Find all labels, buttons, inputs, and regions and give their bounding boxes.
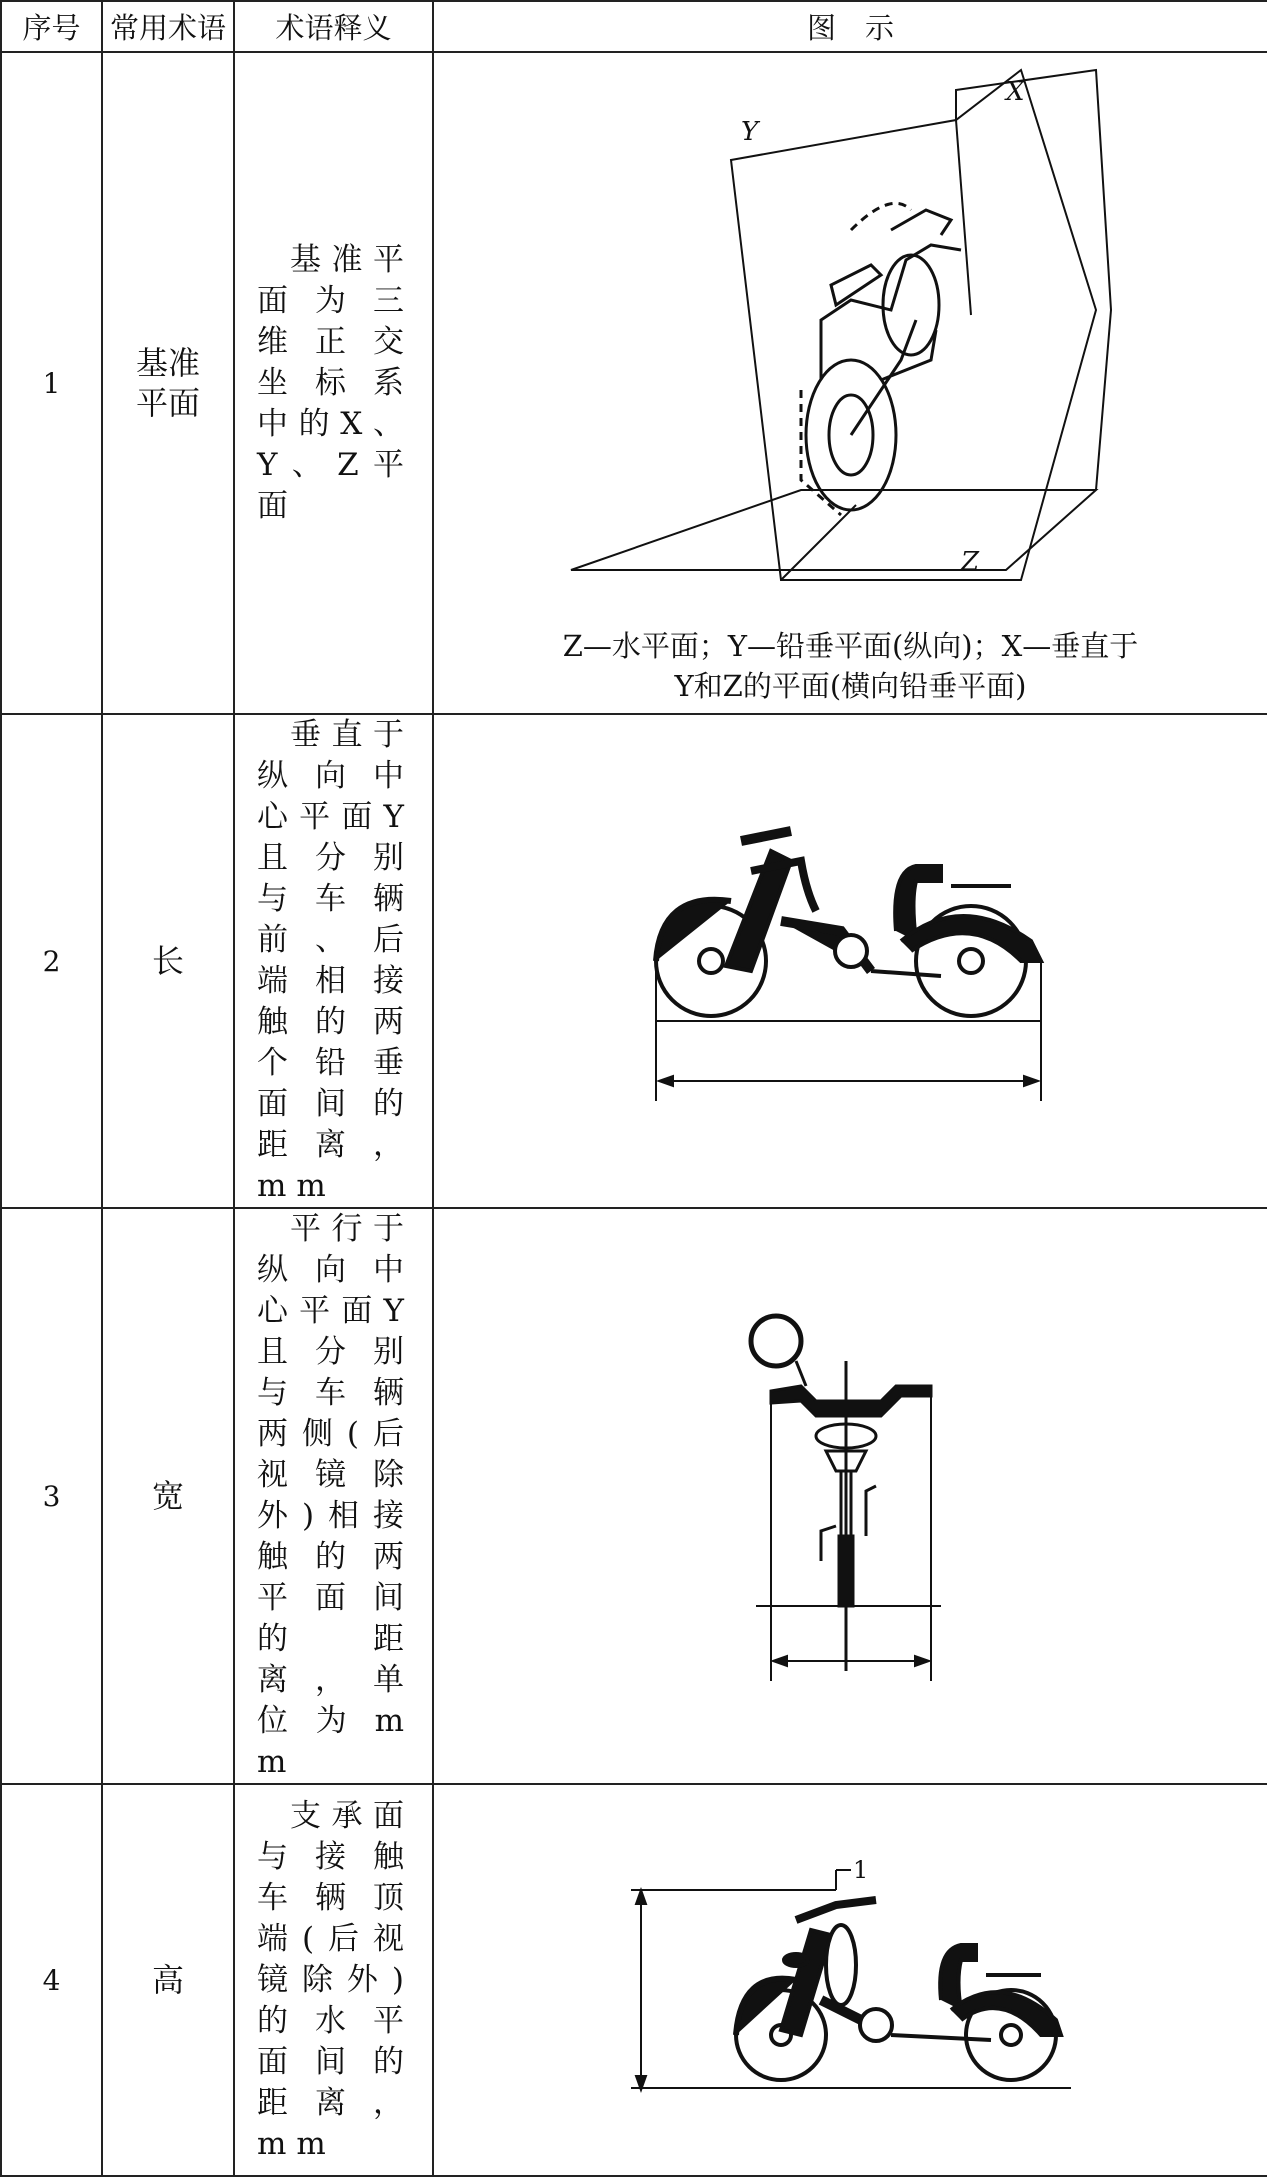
term-line: 基准: [135, 344, 200, 382]
row-figure: [433, 1208, 1267, 1784]
definition-text: 支承面与接触车辆顶端(后视镜除外)的水平面间的距离，mm: [257, 1797, 414, 2162]
z-axis-label: Z: [960, 547, 979, 577]
caption-line: Y和Z的平面(横向铅垂平面): [674, 669, 1027, 703]
row-term: 高: [102, 1784, 234, 2176]
row-figure: [433, 1784, 1267, 2176]
figure-caption: [434, 626, 1267, 706]
table-row: [1, 714, 1267, 1208]
row-number: 1: [1, 52, 102, 714]
row-term: 宽: [102, 1208, 234, 1784]
table-header-row: [1, 1, 1267, 52]
y-axis-label: Y: [740, 117, 758, 147]
row-term: [102, 52, 234, 714]
row-number: 4: [1, 1784, 102, 2176]
length-figure: [641, 811, 1061, 1111]
header-num: 序号: [1, 1, 102, 52]
definition-text: 基准平面为三维正交坐标系中的X、Y、Z平面: [257, 241, 414, 524]
row-term: 长: [102, 714, 234, 1208]
header-definition: 术语释义: [234, 1, 433, 52]
table-row: [1, 1208, 1267, 1784]
row-figure: [433, 52, 1267, 714]
x-plane: [956, 70, 1111, 490]
arrow-right-icon: [1024, 1076, 1038, 1086]
arrow-left-icon: [773, 1656, 787, 1666]
motorcycle-front-icon: [751, 1316, 931, 1671]
motorcycle-side-icon: [736, 1900, 1061, 2080]
term-line: 平面: [135, 384, 200, 422]
row-definition: [234, 52, 433, 714]
row-definition: [234, 714, 433, 1208]
row-definition: [234, 1208, 433, 1784]
table-row: [1, 52, 1267, 714]
x-axis-label: X: [1005, 77, 1025, 107]
arrow-left-icon: [659, 1076, 673, 1086]
arrow-up-icon: [636, 1890, 646, 1904]
definition-text: 平行于纵向中心平面Y且分别与车辆两侧(后视镜除外)相接触的两平面间的距离，单位为mm: [257, 1211, 414, 1780]
header-figure: 图 示: [433, 1, 1267, 52]
motorcycle-side-icon: [656, 831, 1041, 1016]
reference-planes-figure: [551, 60, 1151, 620]
table-row: [1, 1784, 1267, 2176]
caption-line: Z—水平面；Y—铅垂平面(纵向)；X—垂直于: [562, 629, 1139, 663]
z-plane: [571, 490, 1096, 570]
row-number: 3: [1, 1208, 102, 1784]
arrow-right-icon: [915, 1656, 929, 1666]
header-term: 常用术语: [102, 1, 234, 52]
row-definition: [234, 1784, 433, 2176]
callout-label: 1: [852, 1860, 868, 1884]
row-number: 2: [1, 714, 102, 1208]
definition-text: 垂直于纵向中心平面Y且分别与车辆前、后端相接触的两个铅垂面间的距离，mm: [257, 717, 414, 1204]
row-figure: [433, 714, 1267, 1208]
width-figure: [741, 1311, 961, 1681]
motorcycle-3d-icon: [801, 203, 961, 515]
height-figure: [631, 1860, 1071, 2100]
